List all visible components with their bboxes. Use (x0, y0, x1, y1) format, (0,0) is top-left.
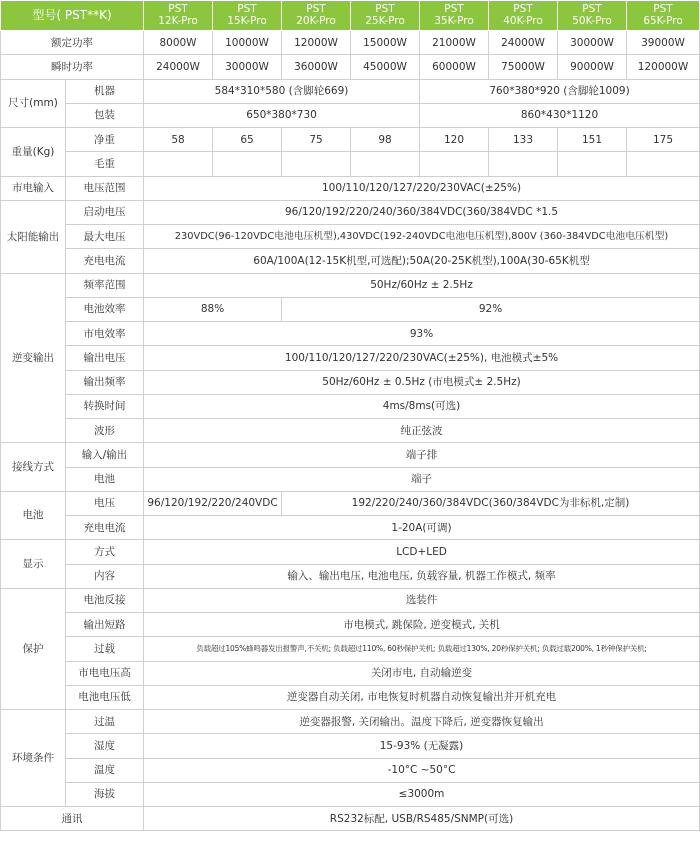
solar-start-voltage-value: 96/120/192/220/240/360/384VDC(360/384VDC *1.5 (144, 200, 700, 224)
protection-battery-low-row (1, 685, 700, 709)
weight-net-value: 58 (144, 128, 213, 152)
solar-max-voltage-row (1, 225, 700, 249)
weight-net-value: 65 (213, 128, 282, 152)
wiring-battery-value: 端子 (144, 467, 700, 491)
weight-net-value: 175 (627, 128, 700, 152)
env-humidity-row (1, 734, 700, 758)
rated-power-value: 8000W (144, 31, 213, 55)
weight-gross-value (282, 152, 351, 176)
solar-max-voltage-label: 最大电压 (66, 225, 144, 249)
weight-net-row (1, 128, 700, 152)
inverter-output-voltage-row (1, 346, 700, 370)
inverter-output-freq-label: 输出频率 (66, 370, 144, 394)
wiring-battery-label: 电池 (66, 467, 144, 491)
peak-power-value: 90000W (558, 55, 627, 79)
protection-mains-high-label: 市电电压高 (66, 661, 144, 685)
weight-net-value: 75 (282, 128, 351, 152)
protection-battery-low-value: 逆变器自动关闭, 市电恢复时机器自动恢复输出并开机充电 (144, 685, 700, 709)
peak-power-value: 36000W (282, 55, 351, 79)
weight-net-label: 净重 (66, 128, 144, 152)
peak-power-label: 瞬时功率 (1, 55, 144, 79)
model-header-15k: PST 15K-Pro (213, 1, 282, 31)
battery-charge-current-value: 1-20A(可调) (144, 516, 700, 540)
protection-mains-high-value: 关闭市电, 自动输逆变 (144, 661, 700, 685)
env-altitude-row (1, 782, 700, 806)
display-method-row (1, 540, 700, 564)
battery-voltage-row (1, 491, 700, 515)
peak-power-value: 30000W (213, 55, 282, 79)
inverter-output-voltage-value: 100/110/120/127/220/230VAC(±25%), 电池模式±5% (144, 346, 700, 370)
rated-power-label: 额定功率 (1, 31, 144, 55)
weight-gross-value (558, 152, 627, 176)
model-header-25k: PST 25K-Pro (351, 1, 420, 31)
protection-battery-reverse-value: 选装件 (144, 588, 700, 612)
peak-power-row (1, 55, 700, 79)
rated-power-value: 39000W (627, 31, 700, 55)
solar-start-voltage-label: 启动电压 (66, 200, 144, 224)
env-over-temp-label: 过温 (66, 710, 144, 734)
protection-battery-reverse-label: 电池反接 (66, 588, 144, 612)
inverter-waveform-row (1, 419, 700, 443)
wiring-io-label: 输入/输出 (66, 443, 144, 467)
weight-gross-value (351, 152, 420, 176)
solar-charge-current-label: 充电电流 (66, 249, 144, 273)
communication-label: 通讯 (1, 807, 144, 831)
size-package-label: 包装 (66, 103, 144, 127)
protection-output-short-label: 输出短路 (66, 613, 144, 637)
rated-power-value: 12000W (282, 31, 351, 55)
env-temperature-row (1, 758, 700, 782)
solar-group-label: 太阳能输出 (1, 200, 66, 273)
inverter-waveform-value: 纯正弦波 (144, 419, 700, 443)
weight-gross-row (1, 152, 700, 176)
weight-gross-label: 毛重 (66, 152, 144, 176)
mains-input-voltage-value: 100/110/120/127/220/230VAC(±25%) (144, 176, 700, 200)
weight-net-value: 151 (558, 128, 627, 152)
weight-gross-value (144, 152, 213, 176)
size-package-row (1, 103, 700, 127)
size-machine-small: 584*310*580 (含脚轮669) (144, 79, 420, 103)
inverter-waveform-label: 波形 (66, 419, 144, 443)
wiring-battery-row (1, 467, 700, 491)
model-header-50k: PST 50K-Pro (558, 1, 627, 31)
inverter-battery-eff-large: 92% (282, 297, 700, 321)
rated-power-value: 21000W (420, 31, 489, 55)
mains-input-group-label: 市电输入 (1, 176, 66, 200)
display-method-value: LCD+LED (144, 540, 700, 564)
peak-power-value: 45000W (351, 55, 420, 79)
rated-power-value: 10000W (213, 31, 282, 55)
inverter-transfer-time-row (1, 394, 700, 418)
battery-group-label: 电池 (1, 491, 66, 540)
size-machine-label: 机器 (66, 79, 144, 103)
inverter-mains-eff-row (1, 322, 700, 346)
inverter-output-freq-value: 50Hz/60Hz ± 0.5Hz (市电模式± 2.5Hz) (144, 370, 700, 394)
inverter-freq-range-label: 频率范围 (66, 273, 144, 297)
size-group-label: 尺寸(mm) (1, 79, 66, 128)
protection-battery-reverse-row (1, 588, 700, 612)
rated-power-row (1, 31, 700, 55)
solar-max-voltage-value: 230VDC(96-120VDC电池电压机型),430VDC(192-240VDC电池电压机型),800V (360-384VDC电池电压机型) (144, 225, 700, 249)
env-temperature-label: 温度 (66, 758, 144, 782)
size-package-large: 860*430*1120 (420, 103, 700, 127)
display-group-label: 显示 (1, 540, 66, 589)
weight-gross-value (420, 152, 489, 176)
model-header-35k: PST 35K-Pro (420, 1, 489, 31)
peak-power-value: 75000W (489, 55, 558, 79)
rated-power-value: 15000W (351, 31, 420, 55)
env-temperature-value: -10°C ~50°C (144, 758, 700, 782)
battery-voltage-large: 192/220/240/360/384VDC(360/384VDC为非标机,定制) (282, 491, 700, 515)
protection-mains-high-row (1, 661, 700, 685)
protection-battery-low-label: 电池电压低 (66, 685, 144, 709)
display-content-label: 内容 (66, 564, 144, 588)
inverter-battery-eff-small: 88% (144, 297, 282, 321)
display-content-row (1, 564, 700, 588)
peak-power-value: 60000W (420, 55, 489, 79)
weight-group-label: 重量(Kg) (1, 128, 66, 177)
env-humidity-value: 15-93% (无凝露) (144, 734, 700, 758)
mains-input-voltage-label: 电压范围 (66, 176, 144, 200)
env-altitude-label: 海拔 (66, 782, 144, 806)
inverter-mains-eff-label: 市电效率 (66, 322, 144, 346)
env-humidity-label: 湿度 (66, 734, 144, 758)
header-row (1, 1, 700, 31)
peak-power-value: 24000W (144, 55, 213, 79)
battery-voltage-small: 96/120/192/220/240VDC (144, 491, 282, 515)
mains-input-row (1, 176, 700, 200)
protection-overload-row (1, 637, 700, 661)
wiring-group-label: 接线方式 (1, 443, 66, 492)
inverter-transfer-time-label: 转换时间 (66, 394, 144, 418)
inverter-output-voltage-label: 输出电压 (66, 346, 144, 370)
size-machine-row (1, 79, 700, 103)
communication-value: RS232标配, USB/RS485/SNMP(可选) (144, 807, 700, 831)
model-header-label: 型号( PST**K) (1, 1, 144, 31)
inverter-mains-eff-value: 93% (144, 322, 700, 346)
protection-output-short-value: 市电模式, 跳保险, 逆变模式, 关机 (144, 613, 700, 637)
weight-net-value: 120 (420, 128, 489, 152)
display-method-label: 方式 (66, 540, 144, 564)
environment-group-label: 环境条件 (1, 710, 66, 807)
env-over-temp-row (1, 710, 700, 734)
inverter-freq-range-value: 50Hz/60Hz ± 2.5Hz (144, 273, 700, 297)
peak-power-value: 120000W (627, 55, 700, 79)
rated-power-value: 30000W (558, 31, 627, 55)
battery-charge-current-row (1, 516, 700, 540)
weight-gross-value (213, 152, 282, 176)
weight-gross-value (489, 152, 558, 176)
protection-overload-label: 过载 (66, 637, 144, 661)
battery-voltage-label: 电压 (66, 491, 144, 515)
solar-charge-current-value: 60A/100A(12-15K机型,可选配);50A(20-25K机型),100A(30-65K机型 (144, 249, 700, 273)
solar-start-voltage-row (1, 200, 700, 224)
model-header-65k: PST 65K-Pro (627, 1, 700, 31)
protection-group-label: 保护 (1, 588, 66, 709)
inverter-battery-eff-label: 电池效率 (66, 297, 144, 321)
wiring-io-row (1, 443, 700, 467)
inverter-battery-eff-row (1, 297, 700, 321)
wiring-io-value: 端子排 (144, 443, 700, 467)
env-altitude-value: ≤3000m (144, 782, 700, 806)
battery-charge-current-label: 充电电流 (66, 516, 144, 540)
model-header-20k: PST 20K-Pro (282, 1, 351, 31)
inverter-group-label: 逆变输出 (1, 273, 66, 443)
rated-power-value: 24000W (489, 31, 558, 55)
model-header-40k: PST 40K-Pro (489, 1, 558, 31)
weight-gross-value (627, 152, 700, 176)
communication-row (1, 807, 700, 831)
weight-net-value: 133 (489, 128, 558, 152)
size-package-small: 650*380*730 (144, 103, 420, 127)
solar-charge-current-row (1, 249, 700, 273)
protection-output-short-row (1, 613, 700, 637)
inverter-output-freq-row (1, 370, 700, 394)
env-over-temp-value: 逆变器报警, 关闭输出。温度下降后, 逆变器恢复输出 (144, 710, 700, 734)
protection-overload-value: 负载超过105%蜂鸣器发出报警声,不关机; 负载超过110%, 60秒保护关机; 负载超过130%, 20秒保护关机; 负载过载200%, 1秒钟保护关机; (144, 637, 700, 661)
model-header-12k: PST 12K-Pro (144, 1, 213, 31)
display-content-value: 输入、输出电压, 电池电压, 负载容量, 机器工作模式, 频率 (144, 564, 700, 588)
inverter-transfer-time-value: 4ms/8ms(可选) (144, 394, 700, 418)
size-machine-large: 760*380*920 (含脚轮1009) (420, 79, 700, 103)
weight-net-value: 98 (351, 128, 420, 152)
inverter-freq-range-row (1, 273, 700, 297)
